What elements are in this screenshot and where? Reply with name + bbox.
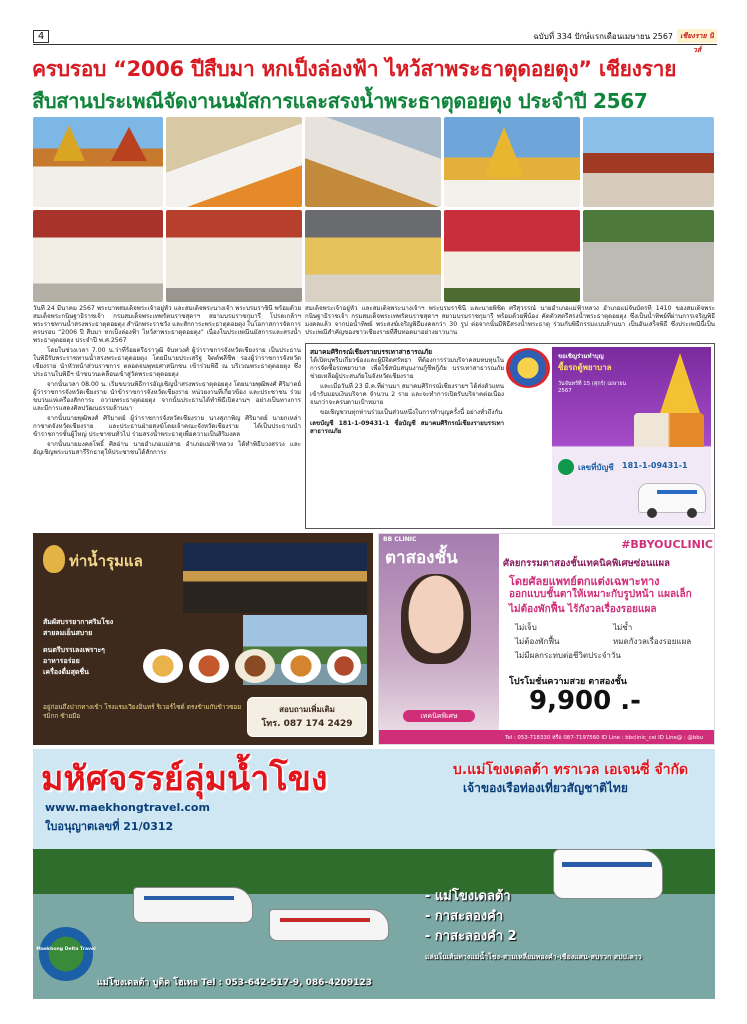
mekong-website: www.maekhongtravel.com	[45, 801, 210, 814]
boat-photo-2	[269, 909, 389, 941]
restaurant-tagline	[43, 617, 143, 678]
boat-name-3: - กาสะลองคำ 2	[425, 929, 517, 944]
clinic-headline: ศัลยกรรมตาสองชั้นเทคนิคพิเศษซ่อนแผล	[503, 558, 670, 569]
restaurant-location: อยู่ก่อนถึงปากทางเข้า โรงแรมเวียงอินทร์ ริเวอร์ไซด์ ตรงข้ามกับข้าวซอยรมิกก ซ้ายมือ	[43, 703, 242, 720]
mekong-company: บ.แม่โขงเดลต้า ทราเวล เอเจนซี่ จำกัด	[453, 762, 689, 778]
photo-parade-road	[583, 210, 714, 302]
photo-officials-1	[33, 210, 163, 302]
article-col2-tail: ซึ่งประเพณีนี้เป็นประเพณีสำคัญของชาวเชียงรายที่สืบทอดมาอย่างยาวนาน	[305, 321, 715, 336]
clinic-brand: BB CLINIC	[383, 536, 417, 543]
article-para-3: จากนั้นเวลา 08.00 น. เริ่มขบวนพิธีการอัญเชิญน้ำสรงพระธาตุดอยตุง โดยนายพุฒิพงศ์ ศิริมาตย์ ผู้ว่าราชการจังหวัดเชียงราย นำข้าราชการจังหวัดเชียงราย หน่วยงานที่เกี่ยวข้อง และประชาชน ร่วมขบวนแห่เครื่องสักการะ ถวายพระธาตุดอยตุง จากนั้นประธานได้ทำพิธีเปิดงานฯ อย่างเป็นทางการ และมีการแสดงศิลปวัฒนธรรมล้านนา	[33, 381, 301, 412]
masthead-logo: เชียงราย นิวส์	[677, 29, 717, 43]
poster-title-1: ขอเชิญร่วมทำบุญ	[558, 353, 604, 360]
photo-officials-2	[166, 210, 302, 302]
donation-bank: เลขบัญชี 181-1-09431-1 ชื่อบัญชี สมาคมศิริกรณ์เชียงรายบรรเทาสาธารณภัย	[310, 420, 504, 435]
article-intro: วันที่ 24 มีนาคม 2567 พระบาทสมเด็จพระเจ้าอยู่หัว และสมเด็จพระนางเจ้า พระบรมราชินี พร้อมด้วยสมเด็จพระกนิษฐาธิราชเจ้า กรมสมเด็จพระเทพรัตนราชสุดาฯ สยามบรมราชกุมารี โปรดเกล้าฯ พระราชทานน้ำสรงพระธาตุดอยตุง สำนักพระราชวัง และสักการะพระธาตุดอยตุง ในโอกาสการจัดการครบรอบ “2006 ปี สืบมา หกเป็งล่องฟ้า ไหว้สาพระธาตุดอยตุง” เนื่องในประเพณีนมัสการและสรงน้ำพระธาตุดอยตุง ประจำปี พ.ศ.2567	[33, 305, 301, 344]
account-number: 181-1-09431-1	[622, 461, 688, 470]
page-number: 4	[33, 30, 49, 43]
photo-golden-stupa	[444, 117, 580, 207]
tagline-3: ดนตรีบรรเลงเพราะๆ	[43, 646, 105, 654]
contact-label: สอบถามเพิ่มเติม	[279, 705, 335, 714]
clinic-line-2: ออกแบบชั้นตาให้เหมาะกับรูปหน้า แผลเล็ก	[509, 589, 692, 600]
photo-stage-banner	[444, 210, 580, 302]
mekong-tagline: เจ้าของเรือท่องเที่ยวสัญชาติไทย	[463, 781, 628, 795]
clinic-technique: เทคนิคพิเศษ	[403, 710, 475, 722]
boat-name-2: - กาสะลองคำ	[425, 909, 504, 924]
article-column-1	[33, 305, 301, 530]
photo-temple-hall	[583, 117, 714, 207]
mekong-logo	[36, 927, 96, 981]
boat-name-1: - แม่โขงเดลต้า	[425, 889, 511, 904]
tagline-5: เครื่องดื่มสุดชื่น	[43, 668, 89, 676]
donation-box	[305, 343, 715, 529]
headline-line-2: สืบสานประเพณีจัดงานนมัสการและสรงน้ำพระธาตุดอยตุง ประจำปี 2567	[32, 89, 648, 113]
restaurant-logo: ท่าน้ำรุมแล	[69, 552, 143, 570]
feature-1: ไม่เจ็บ	[515, 623, 537, 632]
donation-text	[310, 348, 504, 524]
poster-date: วันจันทร์ที่ 15 (ศุกร์) เมษายน 2567	[558, 381, 627, 394]
restaurant-phone: โทร. 087 174 2429	[261, 719, 353, 729]
clinic-line-1: โดยศัลยแพทย์ตกแต่งเฉพาะทาง	[509, 575, 660, 588]
donation-p3: ขอเชิญชวนทุกท่านร่วมเป็นส่วนหนึ่งในการทำบุญครั้งนี้ อย่างทั่วถึงกัน	[320, 409, 503, 416]
mekong-route: แล่นในเส้นทางแม่น้ำโขง-สามเหลี่ยมทองคำ-เชียงแสน-สบรวก สปป.ลาว	[425, 953, 642, 961]
restaurant-logo-icon	[43, 545, 65, 573]
ambulance-image	[638, 483, 706, 513]
donation-poster	[552, 347, 711, 526]
mekong-title: มหัศจรรย์ลุ่มน้ำโขง	[41, 759, 328, 799]
clinic-line-3: ไม่ต้องพักฟื้น ไร้กังวลเรื่องรอยแผล	[509, 604, 657, 615]
article-col2: สมเด็จพระเจ้าอยู่หัว และสมเด็จพระนางเจ้าฯ พระบรมราชินี และนายพิชิต ศรีสุวรรณ์ นายอำเภอแม่ฟ้าหลวง อำเภอแม่จันบัตรที่ 1410 ของสมเด็จพระกนิษฐาธิราชเจ้า กรมสมเด็จพระเทพรัตนราชสุดาฯ สยามบรมราชกุมารี พร้อมด้วยพี่น้อง คัดตัวสตรีสรงน้ำพระธาตุดอยตุง ซึ่งเป็นน้ำทิพย์ที่ผ่านการเจริญพิธีมงคลแล้ว จากบ่อน้ำทิพย์ พระสงฆ์เจริญพิธีมงคลกว่า 30 รูป ต่อจากนั้นมีพิธีสรงน้ำพระธาตุ ร่วมกับพิธีกรรมแบบล้านนา เป็นอันเสร็จพิธี	[305, 305, 715, 328]
photo-water-offering	[305, 117, 441, 207]
poster-people	[634, 413, 704, 447]
mekong-license: ใบอนุญาตเลขที่ 21/0312	[45, 820, 174, 833]
poster-stupa	[660, 353, 700, 413]
clinic-product: ตาสองชั้น	[385, 548, 458, 568]
photo-temple-crowd	[33, 117, 163, 207]
restaurant-photo-night	[183, 543, 367, 613]
feature-3: ไม่ต้องพักฟื้น	[515, 637, 560, 646]
boat-photo-1	[133, 887, 253, 923]
feature-2: ไม่ช้ำ	[613, 623, 633, 632]
photo-ceremony-monk	[166, 117, 302, 207]
clinic-features	[515, 622, 711, 674]
donation-p1: ได้เปิดบุพรีบเกี่ยวข้องและผู้มีจิตศรัทธา ที่ต้องการร่วมบริจาคสมทบทุนในการจัดซื้อรถพยาบาล เพื่อใช้สนับสนุนงานกู้ชีพกู้ภัย บรรเทาสาธารณภัย ช่วยเหลือผู้ประสบภัยในจังหวัดเชียงราย	[310, 357, 504, 380]
donation-p2: และเมื่อวันที่ 23 มี.ค.ที่ผ่านมา สมาคมศิริกรณ์เชียงรายฯ ได้ส่งตัวแทนเข้ารับมอบเงินบริจาค จำนวน 2 ราย และจะทำการเปิดรับบริจาคต่อเนื่องจนกว่าจะครบตามเป้าหมาย	[310, 383, 504, 406]
restaurant-ad	[33, 533, 373, 745]
issue-info: ฉบับที่ 334 ปักษ์แรกเดือนเมษายน 2567	[533, 32, 673, 41]
clinic-hashtag: #BBYOUCLINIC	[621, 538, 713, 551]
clinic-footer: Tel : 053-718330 หรือ 087-7197560 ID Line : bbclinic_cei ID Line@ : @bbu	[379, 730, 715, 745]
clinic-price: 9,900 .-	[529, 686, 641, 716]
food-photos	[143, 649, 361, 685]
tagline-2: สายลมเย็นสบาย	[43, 629, 93, 637]
donation-title: สมาคมศิริกรณ์เชียงรายบรรเทาสาธารณภัย	[310, 348, 433, 356]
page-header	[33, 30, 717, 54]
article-para-4: จากนั้นนายพุฒิพงศ์ ศิริมาตย์ ผู้ว่าราชการจังหวัดเชียงราย นางสุภาพิญ ศิริมาตย์ นายกเหล่ากาชาดจังหวัดเชียงราย และประธานฝ่ายสงฆ์โดยเจ้าคณะจังหวัดเชียงราย ได้เป็นประธานนำข้าราชการชั้นผู้ใหญ่ ประชาชนทั่วไป ร่วมสรงน้ำพระธาตุเพื่อความเป็นสิริมงคล	[33, 415, 301, 438]
article-para-5: จากนั้นนายมงคลโพธิ์ ศิลอ่าน นายอำเภอแม่สาย อำเภอแม่ฟ้าหลวง ได้ทำพิธีบวงสรวง และอัญเชิญพระบรมสารีริกธาตุให้ประชาชนได้สักการะ	[33, 441, 301, 456]
restaurant-contact	[247, 697, 367, 737]
feature-4: หมดกังวลเรื่องรอยแผล	[613, 637, 692, 646]
clinic-ad	[378, 533, 715, 745]
donation-emblem	[506, 348, 550, 388]
account-label: เลขที่บัญชี	[578, 463, 614, 472]
mekong-boat-list	[425, 887, 605, 947]
poster-title-2: ซื้อรถตู้พยาบาล	[558, 363, 612, 372]
article-para-2: โดยในช่วงเวลา 7.00 น.ว่าที่ร้อยตรีธราวุฒิ จันทวงศ์ ผู้ว่าราชการจังหวัดเชียงราย เป็นประธานในพิธีรับพระราชทานน้ำสรงพระธาตุดอยตุง โดยมีนายประเสริฐ จิตต์พลีชีพ รองผู้ว่าราชการจังหวัดเชียงราย นำหัวหน้าส่วนราชการ ตลอดจนพุทธศาสนิกชน เข้าร่วมพิธี ณ บริเวณพระธาตุดอยตุง ซึ่งประธานในพิธีฯ นำขบวนเคลื่อนเข้าสู่วัดพระธาตุดอยตุง	[33, 347, 301, 378]
headline-line-1: ครบรอบ “2006 ปีสืบมา หกเป็งล่องฟ้า ไหว้สาพระธาตุดอยตุง” เชียงราย	[32, 57, 677, 81]
tagline-1: สัมผัสบรรยากาศริมโขง	[43, 618, 114, 626]
tagline-4: อาหารอร่อย	[43, 657, 80, 665]
mekong-footer: แม่โขงเดลต้า บูติค โฮเทล Tel : 053-642-517-9, 086-4209123	[97, 978, 373, 988]
bank-logo	[558, 459, 574, 475]
clinic-model-face	[401, 574, 471, 664]
mekong-ad	[33, 749, 715, 999]
clinic-promo-label: โปรโมชั่นความสวย ตาสองชั้น	[509, 677, 627, 687]
photo-offerings-pavilion	[305, 210, 441, 302]
article-column-2	[305, 305, 715, 341]
mekong-logo-text: Maekhong Delta Travel	[36, 947, 96, 952]
feature-5: ไม่มีผลกระทบต่อชีวิตประจำวัน	[515, 651, 621, 660]
